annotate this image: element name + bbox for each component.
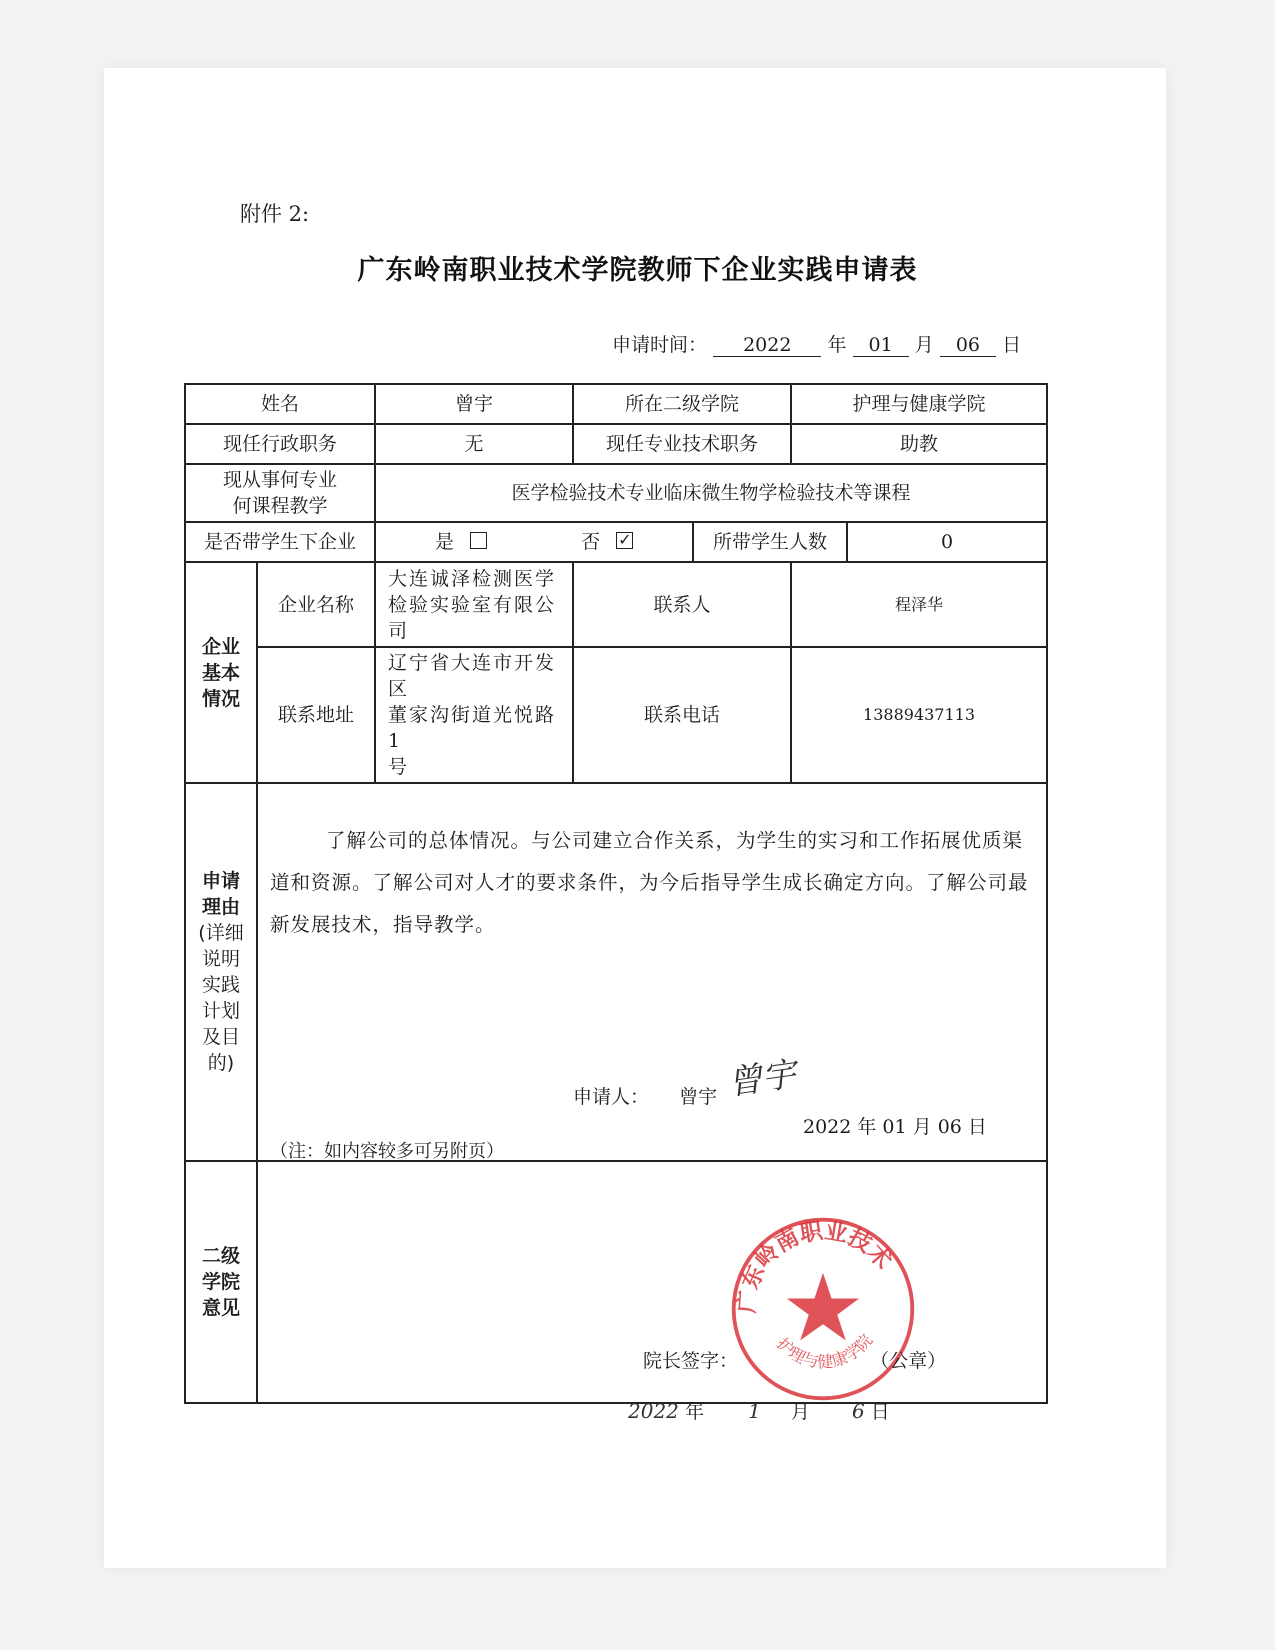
apply-date-line — [612, 330, 1021, 357]
apply-date-year[interactable]: 2022 — [713, 334, 821, 357]
dean-date-line — [628, 1398, 890, 1425]
student-count-value[interactable]: 0 — [847, 522, 1047, 562]
address-line: 区 — [388, 678, 410, 700]
reason-label-line: 说明 — [201, 948, 240, 970]
dean-sign-label: 院长签字： — [643, 1350, 739, 1372]
official-seal — [728, 1214, 918, 1404]
reason-label-line: 申请 — [201, 870, 240, 892]
opinion-label-line: 学院 — [201, 1271, 240, 1293]
teaching-value[interactable]: 医学检验技术专业临床微生物学检验技术等课程 — [375, 464, 1047, 522]
tech-post-label: 现任专业技术职务 — [573, 424, 791, 464]
reason-label-line: 计划 — [201, 1000, 240, 1022]
dean-sign-line — [643, 1348, 946, 1374]
company-section-label — [185, 562, 257, 783]
reason-label-line: (详细 — [198, 922, 244, 944]
yes-checkbox[interactable] — [470, 532, 487, 549]
opinion-label-line: 二级 — [201, 1245, 240, 1267]
phone-value[interactable]: 13889437113 — [791, 647, 1047, 783]
reason-label-line: 及目 — [201, 1026, 240, 1048]
dean-date-day: 6 — [852, 1399, 865, 1423]
reason-text: 了解公司的总体情况。与公司建立合作关系，为学生的实习和工作拓展优质渠道和资源。了解公司对人才的要求条件，为今后指导学生成长确定方向。了解公司最新发展技术，指导教学。 — [270, 829, 1029, 936]
row-reason — [185, 783, 1047, 1161]
reason-section-label — [185, 783, 257, 1161]
check-icon: ✓ — [618, 530, 633, 549]
teaching-label-line-2: 何课程教学 — [232, 495, 328, 517]
applicant-name: 曾宇 — [679, 1086, 718, 1108]
company-section-line: 基本 — [201, 661, 240, 684]
row-students — [185, 522, 1047, 562]
opinion-content[interactable] — [257, 1161, 1047, 1423]
apply-date-day[interactable]: 06 — [940, 334, 996, 357]
college-value[interactable]: 护理与健康学院 — [791, 384, 1047, 424]
contact-person-value[interactable]: 程泽华 — [791, 562, 1047, 647]
teaching-label — [185, 464, 375, 522]
form-title: 广东岭南职业技术学院教师下企业实践申请表 — [357, 255, 918, 286]
bring-students-label: 是否带学生下企业 — [185, 522, 375, 562]
dean-year-unit: 年 — [684, 1401, 704, 1423]
contact-person-label: 联系人 — [573, 562, 791, 647]
opinion-label-line: 意见 — [201, 1297, 240, 1319]
row-name — [185, 384, 1047, 424]
address-label: 联系地址 — [257, 647, 375, 783]
reason-label-line: 的) — [207, 1052, 235, 1074]
college-label: 所在二级学院 — [573, 384, 791, 424]
company-name-line: 大连诚泽检测医学 — [388, 567, 557, 590]
address-value[interactable] — [375, 647, 573, 783]
company-name-value[interactable] — [375, 562, 573, 647]
application-form-table — [184, 383, 1048, 1423]
day-unit: 日 — [1002, 334, 1022, 356]
note-text: （注：如内容较多可另附页） — [270, 1141, 504, 1162]
reason-label-line: 理由 — [201, 896, 240, 918]
year-unit: 年 — [827, 334, 847, 356]
bring-students-choice — [375, 522, 693, 562]
row-company-name — [185, 562, 1047, 647]
student-count-label: 所带学生人数 — [693, 522, 847, 562]
applicant-sign-date: 2022 年 01 月 06 日 — [803, 1116, 987, 1138]
name-value[interactable]: 曾宇 — [375, 384, 573, 424]
company-name-line: 检验实验室有限公 — [388, 593, 557, 616]
dean-sign-suffix: （公章） — [870, 1350, 947, 1372]
applicant-label: 申请人： — [573, 1086, 650, 1108]
dean-date-month: 1 — [748, 1399, 761, 1423]
opinion-section-label — [185, 1161, 257, 1403]
company-name-label: 企业名称 — [257, 562, 375, 647]
applicant-line — [573, 1084, 717, 1110]
admin-post-value[interactable]: 无 — [375, 424, 573, 464]
reason-label-line: 实践 — [201, 974, 240, 996]
row-address — [185, 647, 1047, 783]
no-option-label: 否 — [581, 531, 602, 553]
address-line: 董家沟街道光悦路1 — [388, 704, 557, 752]
address-line: 辽宁省大连市开发 — [388, 652, 557, 674]
name-label: 姓名 — [185, 384, 375, 424]
teaching-label-line-1: 现从事何专业 — [223, 469, 338, 491]
row-teaching — [185, 464, 1047, 522]
row-opinion — [185, 1161, 1047, 1403]
reason-content[interactable] — [257, 783, 1047, 1161]
company-section-line: 情况 — [201, 687, 240, 710]
seal-text: 广东岭南职业技术 — [734, 1218, 897, 1315]
company-section-line: 企业 — [201, 635, 240, 658]
row-posts — [185, 424, 1047, 464]
seal-bottom-text: 护理与健康学院 — [773, 1330, 877, 1372]
tech-post-value[interactable]: 助教 — [791, 424, 1047, 464]
apply-date-month[interactable]: 01 — [853, 334, 909, 357]
dean-day-unit: 日 — [870, 1401, 890, 1423]
attachment-label: 附件 2: — [240, 202, 310, 226]
dean-date-year: 2022 — [628, 1399, 679, 1423]
applicant-signature: 曾宇 — [725, 1054, 799, 1104]
phone-label: 联系电话 — [573, 647, 791, 783]
dean-month-unit: 月 — [790, 1401, 810, 1423]
yes-option-label: 是 — [434, 531, 455, 553]
no-checkbox[interactable] — [616, 532, 633, 549]
address-line: 号 — [388, 756, 410, 778]
apply-date-label: 申请时间： — [612, 334, 708, 356]
month-unit: 月 — [914, 334, 934, 356]
company-name-line: 司 — [388, 619, 410, 642]
admin-post-label: 现任行政职务 — [185, 424, 375, 464]
